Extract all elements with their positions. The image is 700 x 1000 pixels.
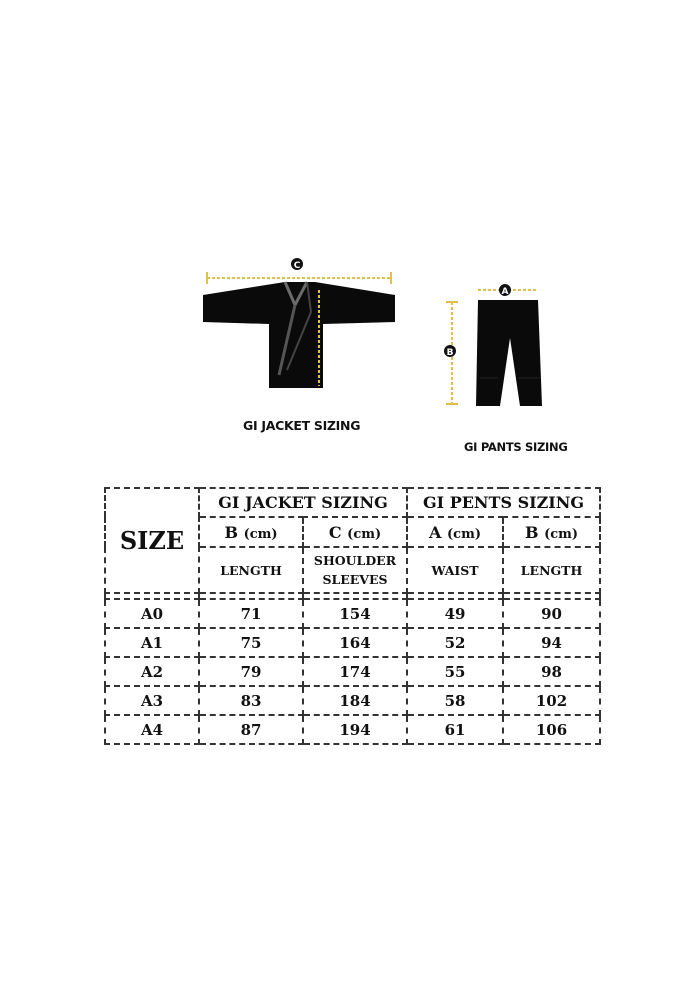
column-description: LENGTH bbox=[503, 547, 600, 593]
pants-b-marker: B bbox=[446, 348, 454, 358]
size-cell: A0 bbox=[105, 599, 199, 628]
table-cell: 94 bbox=[503, 628, 600, 657]
table-cell: 71 bbox=[199, 599, 303, 628]
table-row bbox=[105, 715, 600, 744]
table-row bbox=[105, 628, 600, 657]
jacket-group-header: GI JACKET SIZING bbox=[199, 488, 407, 517]
table-row bbox=[105, 686, 600, 715]
table-cell: 79 bbox=[199, 657, 303, 686]
pants-a-marker: A bbox=[501, 287, 509, 297]
column-header: B (cm) bbox=[503, 517, 600, 547]
table-cell: 90 bbox=[503, 599, 600, 628]
table-cell: 61 bbox=[407, 715, 503, 744]
table-cell: 49 bbox=[407, 599, 503, 628]
size-chart-table bbox=[104, 487, 601, 745]
column-header: A (cm) bbox=[407, 517, 503, 547]
gi-pants-illustration bbox=[438, 278, 558, 413]
jacket-caption: GI JACKET SIZING bbox=[243, 418, 361, 433]
jacket-b-marker: B bbox=[323, 341, 332, 354]
pants-group-header: GI PENTS SIZING bbox=[407, 488, 600, 517]
column-header: B (cm) bbox=[199, 517, 303, 547]
column-description: LENGTH bbox=[199, 547, 303, 593]
table-cell: 58 bbox=[407, 686, 503, 715]
gi-jacket-illustration bbox=[195, 250, 405, 390]
pants-caption: GI PANTS SIZING bbox=[464, 440, 568, 454]
table-cell: 184 bbox=[303, 686, 407, 715]
table-cell: 194 bbox=[303, 715, 407, 744]
table-row bbox=[105, 599, 600, 628]
column-header: C (cm) bbox=[303, 517, 407, 547]
column-description: SHOULDER SLEEVES bbox=[303, 547, 407, 593]
table-cell: 52 bbox=[407, 628, 503, 657]
column-description: WAIST bbox=[407, 547, 503, 593]
size-cell: A4 bbox=[105, 715, 199, 744]
table-cell: 106 bbox=[503, 715, 600, 744]
size-cell: A3 bbox=[105, 686, 199, 715]
table-cell: 87 bbox=[199, 715, 303, 744]
table-cell: 98 bbox=[503, 657, 600, 686]
table-cell: 174 bbox=[303, 657, 407, 686]
table-row bbox=[105, 657, 600, 686]
table-cell: 75 bbox=[199, 628, 303, 657]
table-cell: 154 bbox=[303, 599, 407, 628]
size-cell: A1 bbox=[105, 628, 199, 657]
table-cell: 55 bbox=[407, 657, 503, 686]
table-cell: 102 bbox=[503, 686, 600, 715]
table-cell: 164 bbox=[303, 628, 407, 657]
size-header: SIZE bbox=[105, 488, 199, 593]
size-cell: A2 bbox=[105, 657, 199, 686]
jacket-c-marker: C bbox=[293, 261, 301, 271]
table-cell: 83 bbox=[199, 686, 303, 715]
